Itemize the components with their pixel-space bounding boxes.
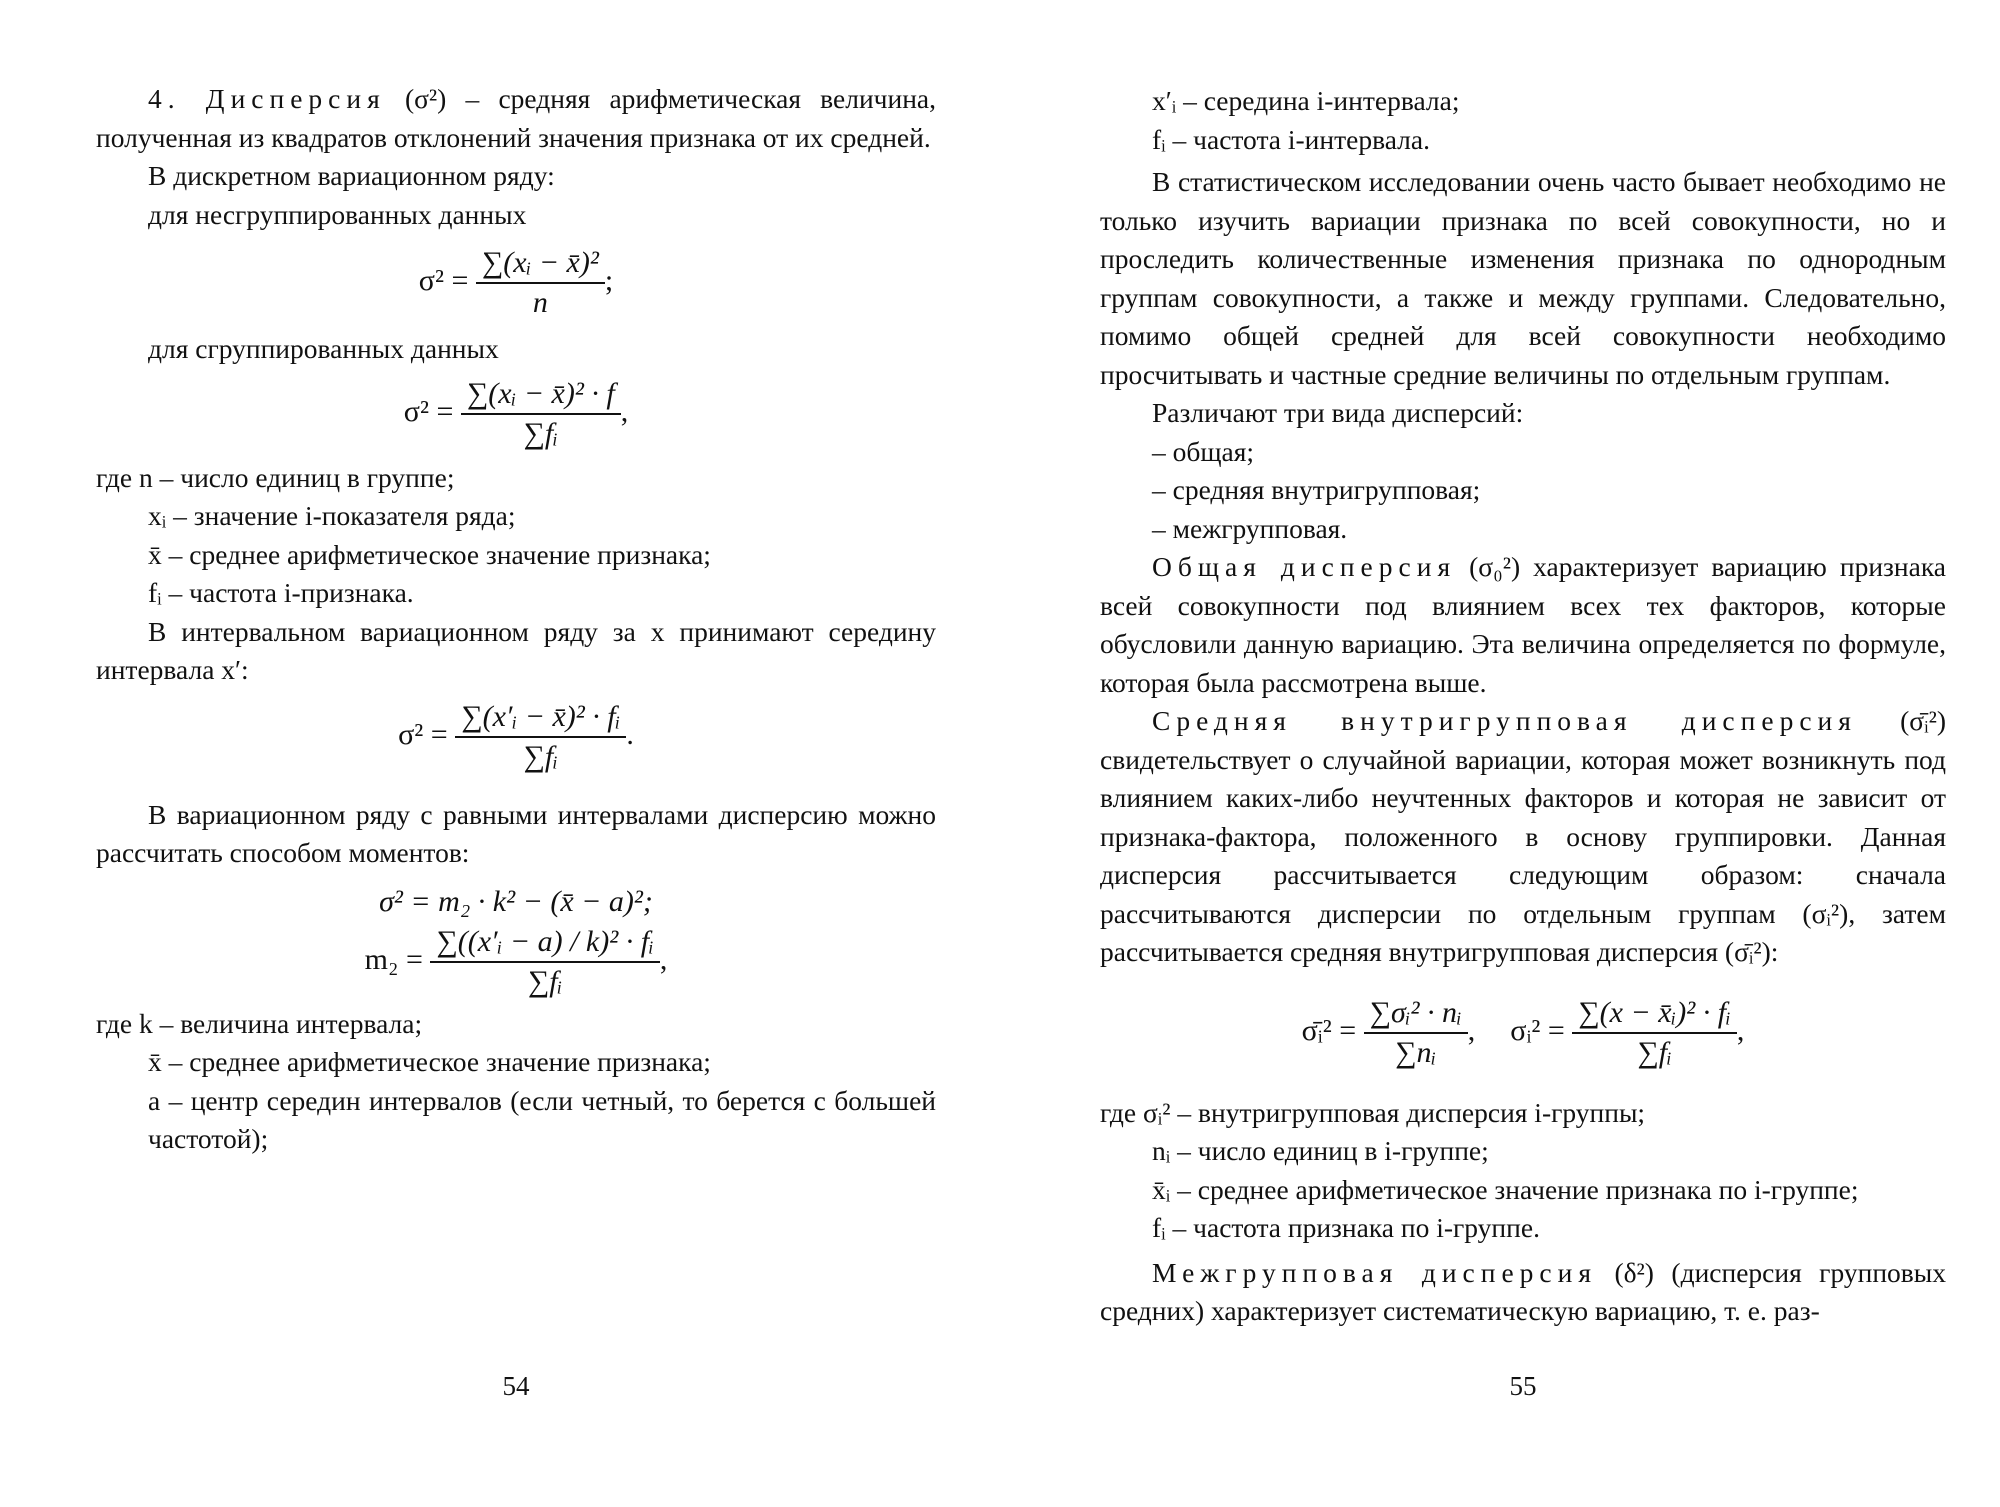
formula-numerator: ∑((x′ᵢ − a) / k)² · fᵢ — [430, 927, 659, 963]
dispersion-types-list — [1100, 433, 1946, 549]
formula-tail: , — [659, 942, 668, 976]
list-item: – межгрупповая. — [1152, 512, 1348, 544]
formula-fraction — [461, 376, 621, 450]
paragraph-three-types: Различают три вида дисперсий: — [1152, 397, 1524, 428]
legend-moments — [96, 1005, 936, 1159]
paragraph-interval-series: В интервальном вариационном ряду за x принимают середину интервала x′: — [96, 615, 936, 685]
legend-row: fᵢ – частота i-признака. — [148, 577, 414, 608]
between-group-heading: Межгрупповая дисперсия — [1152, 1256, 1597, 1288]
right-page — [1100, 0, 1946, 1507]
page-number: 54 — [502, 1371, 530, 1401]
paragraph-grouped: для сгруппированных данных — [148, 333, 499, 364]
formula-denominator: ∑fᵢ — [1637, 1035, 1672, 1069]
legend-row: fᵢ – частота i-интервала. — [1152, 123, 1430, 155]
formula-lhs: σᵢ² = — [1510, 1013, 1565, 1047]
formula-denominator: ∑nᵢ — [1395, 1035, 1437, 1069]
formula-numerator: ∑(x′ᵢ − x̄)² · fᵢ — [455, 702, 626, 738]
formula-lhs: σ² = — [418, 263, 469, 297]
total-dispersion-heading: Общая дисперсия — [1152, 551, 1457, 582]
formula-denominator: ∑fᵢ — [523, 416, 559, 450]
list-item: – общая; — [1152, 435, 1255, 467]
legend-within-group — [1100, 1094, 1946, 1248]
within-group-heading: Средняя внутригрупповая дисперсия — [1152, 705, 1857, 736]
formula-tail: , — [1467, 1013, 1476, 1047]
paragraph-ungrouped: для несгруппированных данных — [148, 198, 527, 230]
formula-tail: ; — [604, 263, 614, 297]
paragraph-statistical-research: В статистическом исследовании очень часто бывает необходимо не только изучить вариации признака по всей совокупности, но и проследить количественные изменения признака по однородным группам совокупности, а также и между группами. Следовательно, помимо общей средней для всей совокупности необходимо просчитывать и частные средние величины по отдельным группам. — [1100, 166, 1946, 390]
between-group-text: (дисперсия групповых средних) характеризует систематическую вариацию, т. е. раз- — [1100, 1256, 1946, 1326]
formula-fraction — [1364, 995, 1468, 1069]
left-page — [96, 0, 936, 1507]
legend-row: x̄ᵢ – среднее арифметическое значение признака по i-группе; — [1152, 1173, 1859, 1205]
legend-row: xᵢ – значение i-показателя ряда; — [148, 500, 516, 531]
legend-row: где n – число единиц в группе; — [96, 461, 455, 493]
total-dispersion-symbol: (σ₀²) — [1469, 551, 1521, 582]
legend-row: где σᵢ² – внутригрупповая дисперсия i-группы; — [1100, 1096, 1646, 1128]
formula-grouped-variance — [96, 376, 936, 450]
formula-numerator: ∑(xᵢ − x̄)² — [476, 248, 605, 284]
paragraph-moments-method: В вариационном ряду с равными интервалами дисперсию можно рассчитать способом моментов: — [96, 798, 936, 868]
within-group-text: свидетельствует о случайной вариации, которая может возникнуть под влиянием каких-либо неучтенных факторов и которая не зависит от признака-фактора, положенного в основу группировки. Данная дисперсия рассчитывается следующим образом: сначала рассчитываются дисперсии по отдельным группам (σᵢ²), затем рассчитывается средняя внутригрупповая дисперсия (σ̄ᵢ²): — [1100, 743, 1946, 967]
formula-interval-variance — [96, 699, 936, 773]
between-group-symbol: (δ²) — [1614, 1256, 1654, 1288]
legend-row: nᵢ – число единиц в i-группе; — [1152, 1135, 1489, 1166]
formula-lhs: m₂ = — [364, 942, 423, 976]
within-group-symbol: (σ̄ᵢ²) — [1900, 705, 1946, 736]
formula-lhs: σ² = — [398, 717, 448, 751]
formula-ungrouped-variance — [96, 248, 936, 318]
formula-fraction — [1572, 995, 1737, 1069]
dispersion-symbol: (σ²) — [404, 83, 447, 114]
paragraph-between-group-dispersion — [1100, 1254, 1946, 1331]
formula-lhs: σ² = — [403, 394, 454, 428]
formula-fraction — [476, 248, 605, 318]
formula-lhs: σ̄ᵢ² = — [1301, 1013, 1357, 1047]
formula-tail: . — [626, 717, 634, 751]
dispersion-definition-text: – средняя арифметическая величина, полученная из квадратов отклонений значения признака от их средней. — [96, 83, 936, 153]
paragraph-discrete-series: В дискретном вариационном ряду: — [148, 160, 555, 191]
formula-m2 — [96, 924, 936, 998]
formula-denominator: n — [532, 286, 548, 319]
paragraph-total-dispersion — [1100, 548, 1946, 702]
dispersion-heading: 4. Дисперсия — [148, 83, 386, 114]
page-number: 55 — [1509, 1371, 1537, 1401]
legend-row: x̄ – среднее арифметическое значение признака; — [148, 538, 711, 570]
formula-tail: , — [1736, 1013, 1745, 1047]
formula-numerator: ∑(x − x̄ᵢ)² · fᵢ — [1572, 998, 1737, 1034]
formula-denominator: ∑fᵢ — [527, 964, 563, 998]
formula-fraction — [455, 699, 626, 773]
paragraph-dispersion-definition — [96, 80, 936, 157]
formula-fraction — [430, 924, 659, 998]
list-item: – средняя внутригрупповая; — [1152, 474, 1481, 505]
legend-interval — [1100, 82, 1946, 159]
formula-within-group — [1100, 995, 1946, 1069]
formula-numerator: ∑σᵢ² · nᵢ — [1364, 998, 1468, 1034]
formula-numerator: ∑(xᵢ − x̄)² · f — [461, 379, 621, 415]
total-dispersion-text: характеризует вариацию признака всей совокупности под влиянием всех тех факторов, которые обусловили данную вариацию. Эта величина определяется по формуле, которая была рассмотрена выше. — [1100, 551, 1946, 698]
formula-moments — [96, 884, 936, 918]
legend-row: a – центр середин интервалов (если четный, то берется с большей частотой); — [148, 1084, 936, 1154]
legend-row: x′ᵢ – середина i-интервала; — [1152, 85, 1460, 116]
formula-tail: , — [620, 394, 629, 428]
legend-row: fᵢ – частота признака по i-группе. — [1152, 1212, 1540, 1243]
legend-row: где k – величина интервала; — [96, 1007, 423, 1039]
legend-row: x̄ – среднее арифметическое значение признака; — [148, 1046, 711, 1077]
legend-grouped — [96, 459, 936, 613]
formula-moments-text: σ² = m₂ · k² − (x̄ − a)²; — [379, 884, 653, 918]
paragraph-within-group-dispersion — [1100, 702, 1946, 972]
formula-denominator: ∑fᵢ — [523, 739, 559, 773]
